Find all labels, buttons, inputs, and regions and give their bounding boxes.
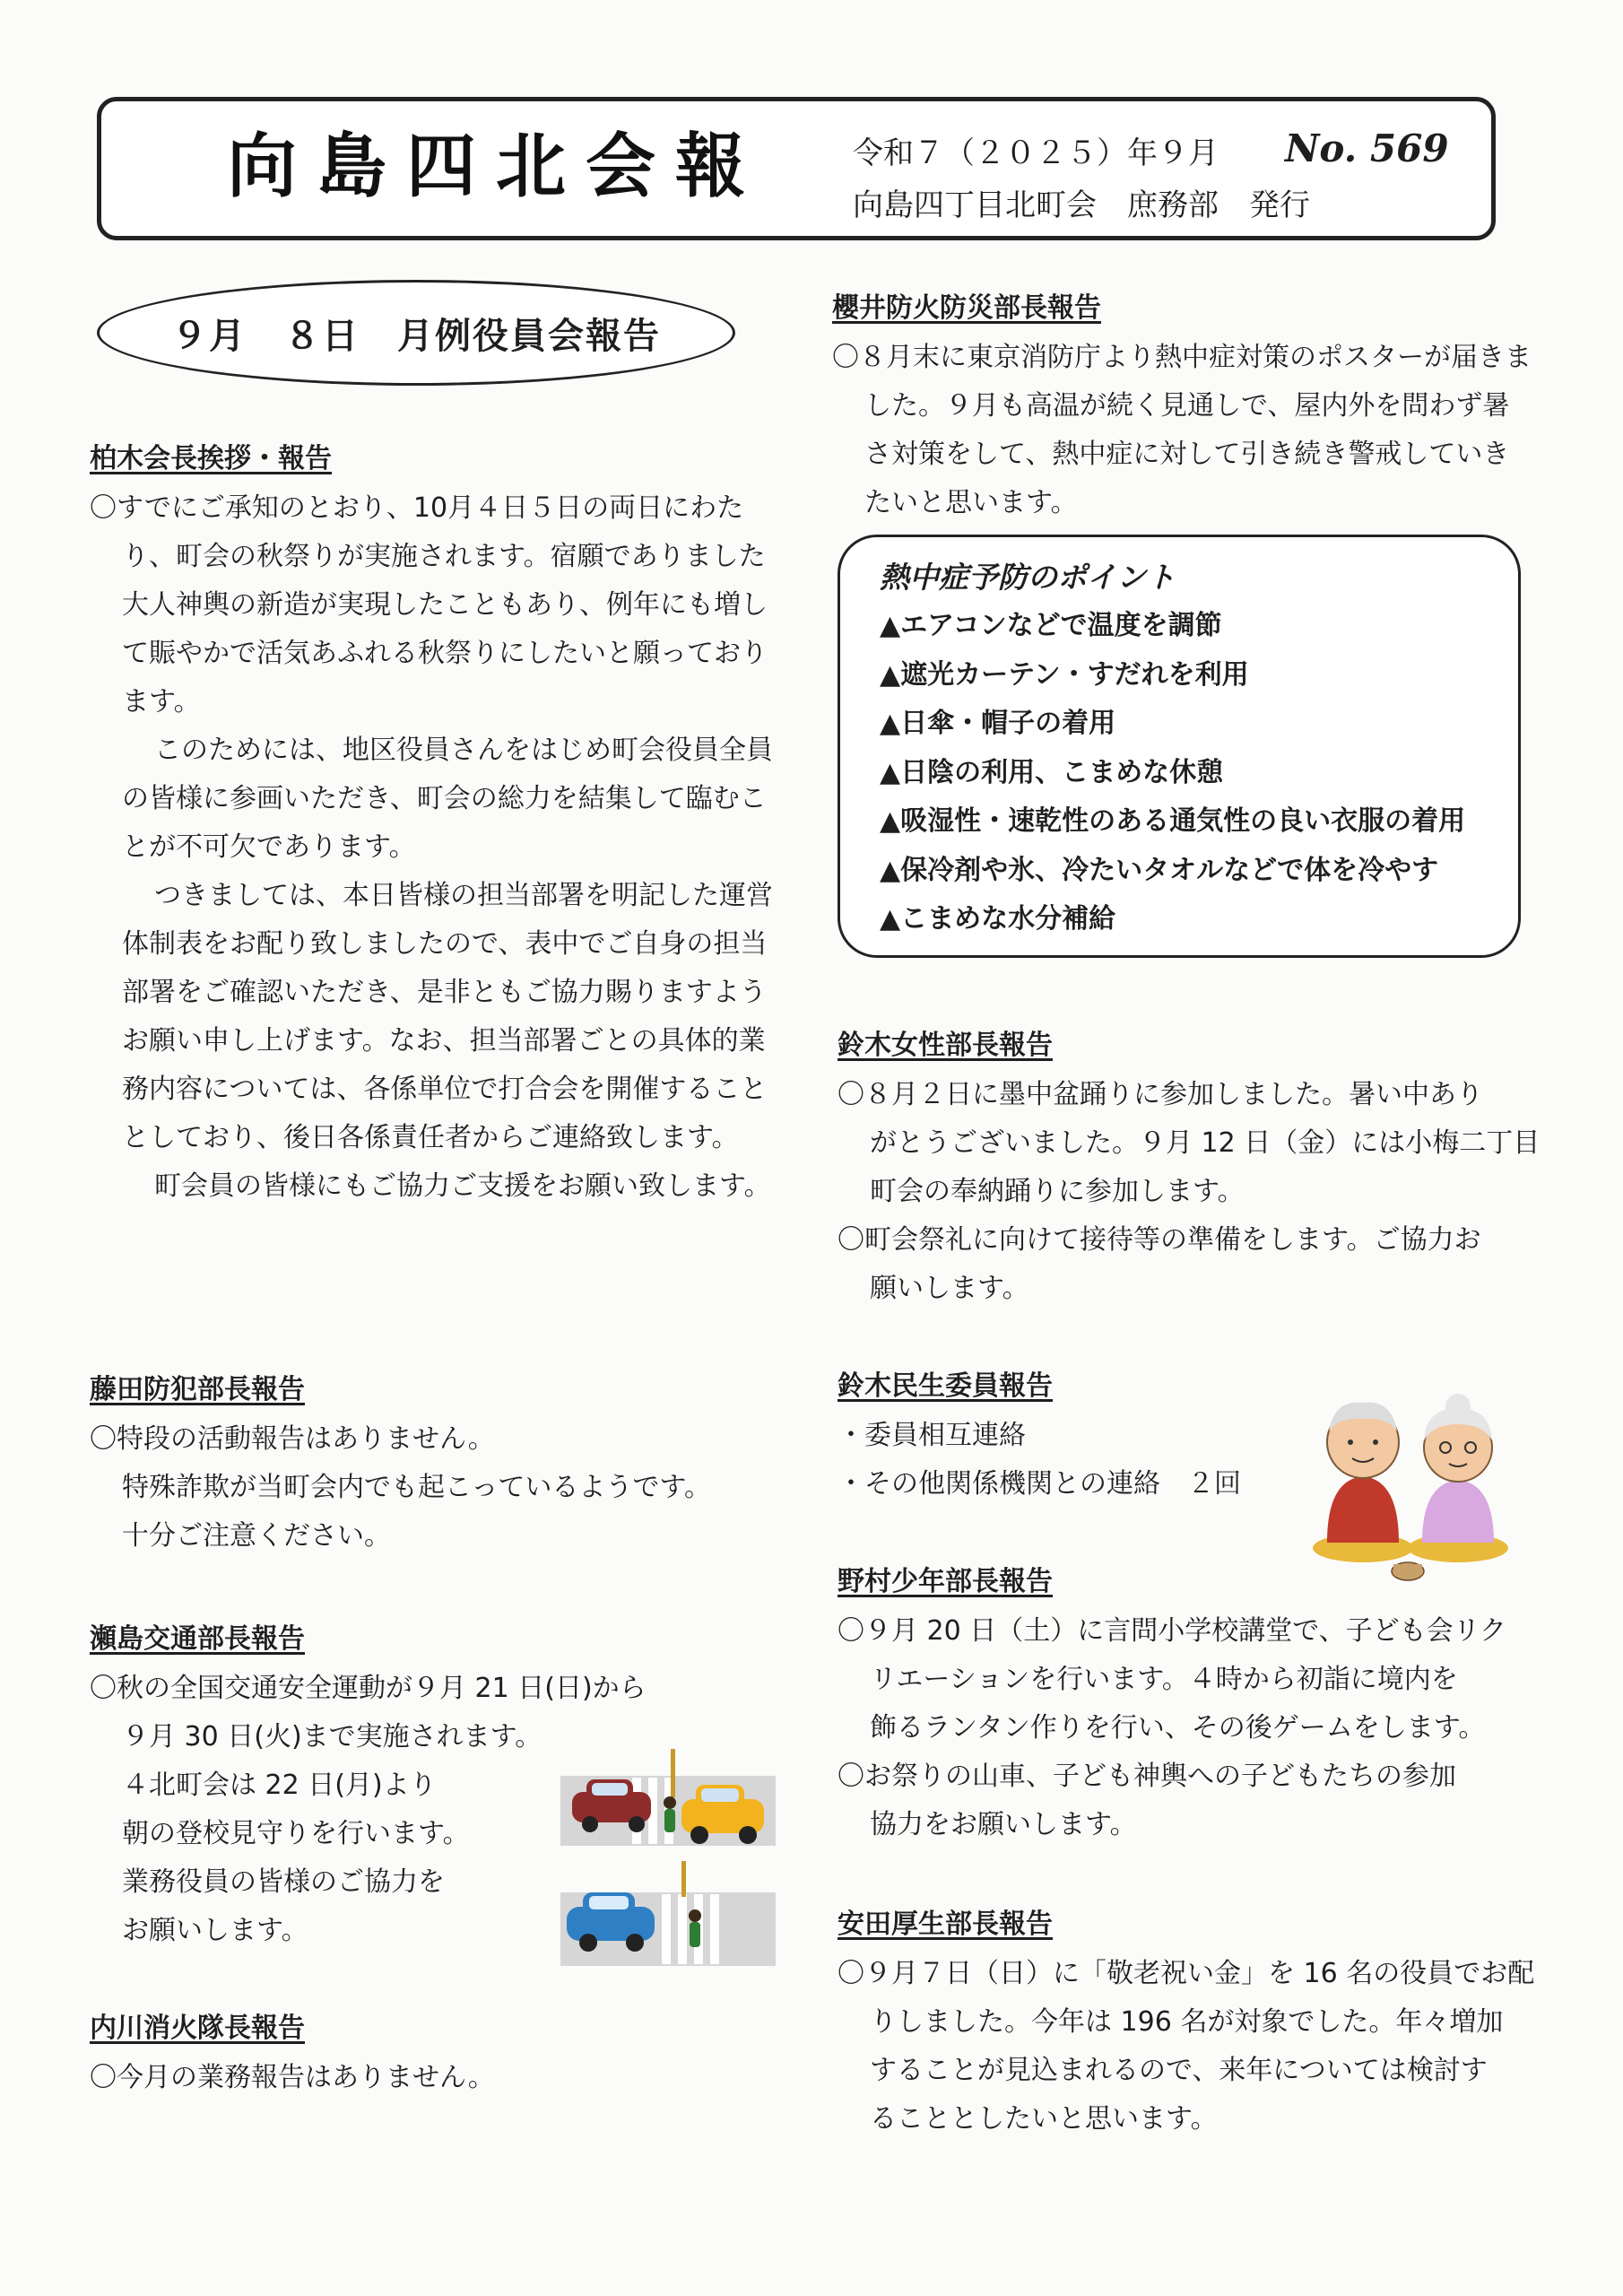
paragraph: つきましては、本日皆様の担当部署を明記した運営体制表をお配り致しましたので、表中でご自身の担当部署をご確認いただき、是非ともご協力賜りますようお願い申し上げます。なお、担当部署ごとの具体的業務内容については、各係単位で打合会を開催することとしており、後日各係責任者からご連絡致します。	[122, 880, 773, 1153]
section-uchikawa	[90, 2009, 789, 2102]
section-kashiwagi	[90, 439, 789, 1211]
report-line: 町会の奉納踊りに参加します。	[870, 1176, 1245, 1207]
report-line: 飾るランタン作りを行い、その後ゲームをします。	[870, 1712, 1486, 1744]
report-line: がとうございました。９月 12 日（金）には小梅二丁目	[870, 1127, 1541, 1159]
meeting-heading	[97, 280, 735, 386]
report-line: 〇秋の全国交通安全運動が９月 21 日(日)から	[90, 1673, 647, 1704]
report-line: 〇お祭りの山車、子ども神輿への子どもたちの参加	[838, 1761, 1456, 1792]
section-suzuki-women	[838, 1026, 1541, 1313]
report-line: 十分ご注意ください。	[122, 1520, 391, 1552]
report-line: 特殊詐欺が当町会内でも起こっているようです。	[122, 1472, 711, 1503]
report-line: 〇町会祭礼に向けて接待等の準備をします。ご協力お	[838, 1224, 1481, 1256]
report-line: ９月 30 日(火)まで実施されます。	[122, 1721, 542, 1752]
report-line: リエーションを行います。４時から初詣に境内を	[870, 1664, 1458, 1695]
report-line: 〇特段の活動報告はありません。	[90, 1423, 495, 1455]
issue-date: 令和７（２０２５）年９月	[853, 135, 1219, 171]
heatstroke-tip: ▲遮光カーテン・すだれを利用	[880, 658, 1249, 691]
section-title: 野村少年部長報告	[838, 1566, 1053, 1597]
section-title: 瀬島交通部長報告	[90, 1623, 305, 1655]
report-line: 〇９月 20 日（土）に言問小学校講堂で、子ども会リク	[838, 1615, 1507, 1647]
section-title: 藤田防犯部長報告	[90, 1374, 305, 1405]
paragraph: このためには、地区役員さんをはじめ町会役員全員の皆様に参画いただき、町会の総力を結集して臨むことが不可欠であります。	[122, 735, 773, 863]
report-line: 朝の登校見守りを行います。	[122, 1818, 470, 1849]
report-line: 願いします。	[870, 1273, 1029, 1304]
heatstroke-tip: ▲日傘・帽子の着用	[880, 708, 1116, 739]
paragraph: 〇８月末に東京消防庁より熱中症対策のポスターが届きました。９月も高温が続く見通しで、屋内外を問わず暑さ対策をして、熱中症に対して引き続き警戒していきたいと思います。	[832, 342, 1532, 518]
report-line: 〇８月２日に墨中盆踊りに参加しました。暑い中あり	[838, 1079, 1483, 1110]
report-line: ４北町会は 22 日(月)より	[122, 1770, 437, 1801]
report-line: りしました。今年は 196 名が対象でした。年々増加	[870, 2006, 1504, 2038]
issue-number: No. 569	[1285, 126, 1449, 170]
grandfather-icon	[1327, 1403, 1399, 1543]
grandmother-icon	[1422, 1394, 1494, 1543]
meeting-heading-text: ９月 ８日 月例役員会報告	[171, 315, 661, 357]
publisher: 向島四丁目北町会 庶務部 発行	[853, 187, 1310, 223]
section-sakurai	[832, 289, 1532, 527]
heatstroke-tip: ▲日陰の利用、こまめな休憩	[880, 756, 1224, 788]
report-line: ることとしたいと思います。	[870, 2103, 1218, 2135]
heatstroke-tips-box	[838, 535, 1521, 958]
section-title: 櫻井防火防災部長報告	[832, 292, 1101, 324]
report-line: ・その他関係機関との連絡 ２回	[838, 1468, 1241, 1500]
heatstroke-tip: ▲エアコンなどで温度を調節	[880, 610, 1222, 641]
report-line: 〇今月の業務報告はありません。	[90, 2062, 495, 2093]
heatstroke-tip: ▲吸湿性・速乾性のある通気性の良い衣服の着用	[880, 805, 1466, 837]
heatstroke-tips-title: 熱中症予防のポイント	[880, 560, 1176, 595]
section-title: 柏木会長挨拶・報告	[90, 443, 332, 474]
paragraph: 町会員の皆様にもご協力ご支援をお願い致します。	[154, 1170, 771, 1202]
section-suzuki-welfare	[838, 1367, 1304, 1509]
section-title: 安田厚生部長報告	[838, 1909, 1053, 1940]
newsletter-title: 向島四北会報	[227, 126, 766, 207]
section-yasuda	[838, 1905, 1537, 2144]
paragraph: 〇すでにご承知のとおり、10月４日５日の両日にわたり、町会の秋祭りが実施されます。宿願でありました大人神輿の新造が実現したこともあり、例年にも増して賑やかで活気あふれる秋祭りにしたいと願っております。	[90, 492, 768, 718]
section-nomura	[838, 1562, 1537, 1849]
masthead	[97, 97, 1496, 240]
heatstroke-tip: ▲保冷剤や氷、冷たいタオルなどで体を冷やす	[880, 854, 1439, 886]
elderly-couple-illustration	[1307, 1372, 1515, 1587]
report-line: 業務役員の皆様のご協力を	[122, 1866, 445, 1898]
section-fujita	[90, 1370, 789, 1561]
heatstroke-tip: ▲こまめな水分補給	[880, 903, 1116, 935]
report-line: 協力をお願いします。	[870, 1809, 1137, 1840]
traffic-safety-illustration	[556, 1740, 780, 1975]
report-line: 〇９月７日（日）に「敬老祝い金」を 16 名の役員でお配	[838, 1958, 1535, 1989]
report-line: ・委員相互連絡	[838, 1420, 1026, 1451]
section-title: 鈴木女性部長報告	[838, 1030, 1053, 1061]
report-line: することが見込まれるので、来年については検討す	[870, 2055, 1488, 2086]
report-line: お願いします。	[122, 1915, 308, 1946]
section-title: 内川消火隊長報告	[90, 2013, 305, 2044]
section-title: 鈴木民生委員報告	[838, 1370, 1053, 1402]
